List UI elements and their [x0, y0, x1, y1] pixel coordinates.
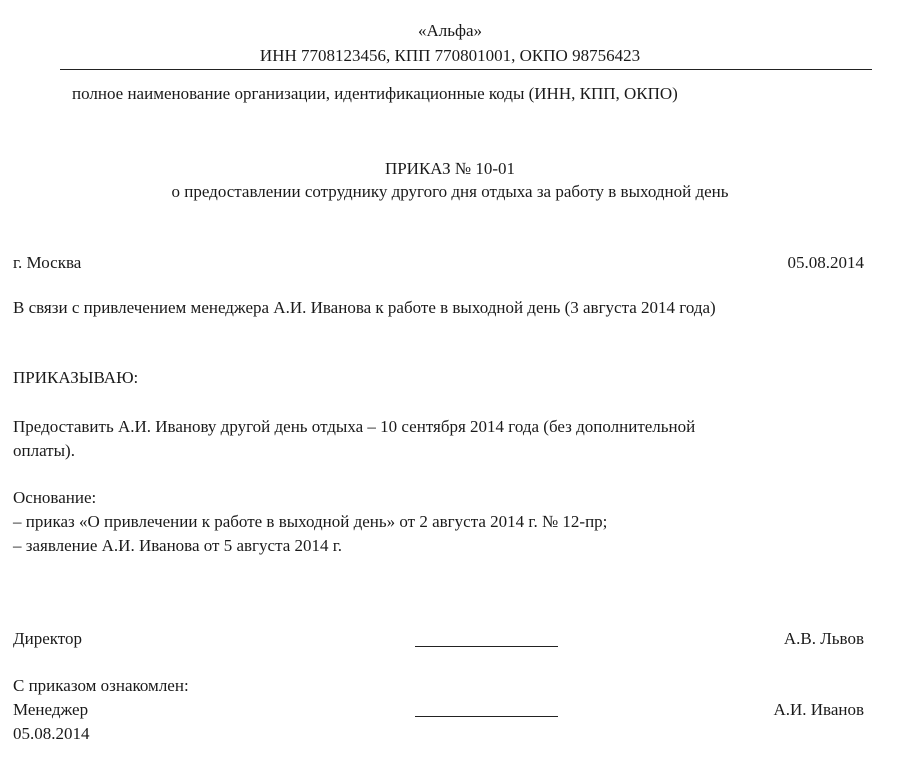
basis-item: – заявление А.И. Иванова от 5 августа 2014 г. — [13, 536, 343, 555]
director-signature-line — [415, 646, 558, 647]
order-date: 05.08.2014 — [787, 253, 864, 272]
employee-signature-line — [415, 716, 558, 717]
org-name: «Альфа» — [417, 21, 483, 40]
order-word: ПРИКАЗЫВАЮ: — [13, 368, 139, 387]
director-title: Директор — [13, 629, 82, 648]
decision-line-1: Предоставить А.И. Иванову другой день отдыха – 10 сентября 2014 года (без дополнительной — [13, 417, 696, 436]
employee-title: Менеджер — [13, 700, 89, 719]
acquainted-label: С приказом ознакомлен: — [13, 676, 189, 695]
order-subject: о предоставлении сотруднику другого дня отдыха за работу в выходной день — [171, 182, 729, 201]
header-underline — [60, 69, 872, 70]
org-codes: ИНН 7708123456, КПП 770801001, ОКПО 98756423 — [259, 46, 641, 65]
order-title: ПРИКАЗ № 10-01 — [384, 159, 516, 178]
decision-line-2: оплаты). — [13, 441, 75, 460]
employee-name: А.И. Иванов — [773, 700, 864, 719]
city: г. Москва — [13, 253, 82, 272]
header-caption: полное наименование организации, идентификационные коды (ИНН, КПП, ОКПО) — [72, 84, 678, 103]
reason-text: В связи с привлечением менеджера А.И. Иванова к работе в выходной день (3 августа 2014 года) — [13, 298, 716, 317]
director-name: А.В. Львов — [783, 629, 864, 648]
employee-date: 05.08.2014 — [13, 724, 90, 743]
basis-title: Основание: — [13, 488, 97, 507]
basis-item: – приказ «О привлечении к работе в выходной день» от 2 августа 2014 г. № 12-пр; — [13, 512, 608, 531]
